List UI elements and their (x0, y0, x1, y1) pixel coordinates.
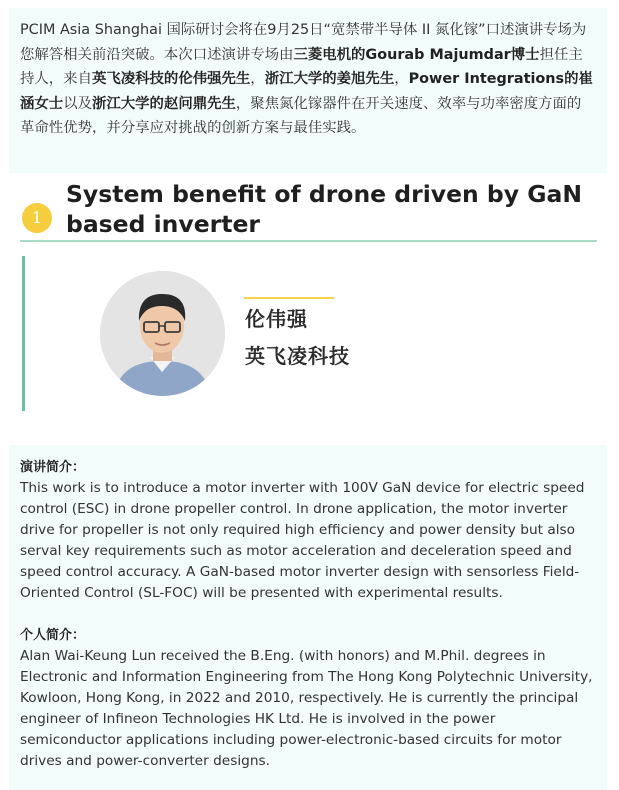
portrait-illustration (100, 271, 225, 396)
speaker-name: 伦伟强 (245, 307, 308, 331)
speaker-accent-bar (22, 256, 25, 411)
speaker-photo (100, 271, 225, 396)
name-divider (244, 297, 334, 299)
intro-text-segment: 以及 (63, 95, 92, 112)
intro-panel (9, 8, 607, 173)
section-heading (20, 180, 598, 244)
title-divider (20, 240, 597, 242)
intro-text-segment: ，聚焦氮化镓器件在开关速度、效率与功率密度方面的革命性优势，并分享应对挑战的创新方案与最佳实践。 (20, 95, 582, 137)
section-title: System benefit of drone driven by GaN based inverter (66, 180, 583, 238)
intro-highlight: 浙江大学的姜旭先生 (264, 71, 395, 88)
intro-highlight: 英飞凌科技的伦伟强先生 (91, 71, 251, 88)
intro-text-segment: 担任主持人，来自 (20, 46, 583, 88)
intro-highlight: 三菱电机的Gourab Majumdar博士 (293, 46, 540, 63)
speaker-bio: Alan Wai-Keung Lun received the B.Eng. (with honors) and M.Phil. degrees in Electronic and Information Engineering from The Hong Kong Polytechnic University, Kowloon, Hong Kong, in 2022 and 2010, respectively. He is currently the principal engineer of Infineon Technologies HK Ltd. He is involved in the power semiconductor applications including power-electronic-based circuits for motor drives and power-converter designs. (20, 648, 593, 769)
talk-abstract-label: 演讲简介： (20, 460, 86, 475)
speaker-card (20, 256, 598, 411)
bio-label: 个人简介： (20, 628, 86, 643)
section-number-badge: 1 (22, 203, 52, 233)
intro-highlight: Power Integrations的崔涵女士 (20, 71, 593, 112)
intro-text-segment: ， (250, 71, 265, 88)
intro-highlight: 浙江大学的赵问鼎先生 (91, 95, 236, 112)
talk-abstract: This work is to introduce a motor inverter with 100V GaN device for electric speed control (ESC) in drone propeller control. In drone application, the motor inverter drive for propeller is not only required high efficiency and power density but also serval key requirements such as motor acceleration and deceleration speed and speed control accuracy. A GaN-based motor inverter design with sensorless Field-Oriented Control (SL-FOC) will be presented with experimental results. (20, 480, 585, 601)
talk-detail-panel (9, 445, 607, 790)
intro-paragraph (20, 18, 595, 141)
speaker-company: 英飞凌科技 (245, 344, 350, 368)
intro-text-segment: ， (394, 71, 409, 88)
intro-text-segment: PCIM Asia Shanghai 国际研讨会将在9月25日“宽禁带半导体 II 氮化镓”口述演讲专场为您解答相关前沿突破。本次口述演讲专场由 (20, 22, 587, 63)
